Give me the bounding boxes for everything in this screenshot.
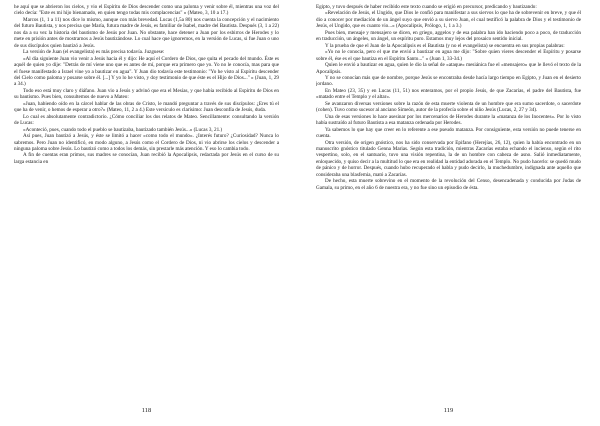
paragraph: «Al día siguiente Juan vio venir a Jesús hacia él y dijo: He aquí el Cordero de Dios, que quita el pecado del mundo. Éste es aquél de quien yo dije: "Detrás de mí viene uno que es antes de mí, porque era primero que yo. Yo no le conocía, mas para que el fuese manifestado a Israel vine yo a bautizar en agua". Y Juan dio todavía este testimonio: "Yo he visto al Espíritu descender del Cielo como paloma y posarse sobre él. [...] Y yo lo he visto, y doy testimonio de que éste es el Hijo de Dios..." » (Juan, 1, 29 a 34.) bbox=[14, 55, 279, 88]
paragraph: A fin de cuentas eran primos, sus madres se conocían, Juan recibió la Apocalipsis, redactada por Jesús en el curso de su larga estancia en bbox=[14, 152, 279, 165]
paragraph: Todo eso está muy claro y diáfano. Juan vio a Jesús y advinó que era el Mesías, y que había recibido al Espíritu de Dios en su bautismo. Pues bien, consultemos de nuevo a Mateo: bbox=[14, 87, 279, 101]
paragraph: Marcos (1, 1 a 11) nos dice lo mismo, aunque con más brevedad. Lucas (1,5a 80) nos cuenta la concepción y el nacimiento del futuro Bautista, y nos precisa que María, futura madre de Jesús, es familiar de Isabel, madre del Bautista. Después (3, 1 a 22) nos da a su vez la historia del bautismo de Jesús por Juan. No obstante, hace detener a Juan por los esbirros de Herodes y lo mete en prisión antes de mostrarnos a Jesús bautizándose. Lo cual hace que ignoremos, en la versión de Lucas, si fue Juan o uno de sus discípulos quien bautizó a Jesús. bbox=[14, 16, 279, 49]
paragraph: «Aconteció, pues, cuando todo el pueblo se bautizaba, bautizado también Jesús...» (Lucas 3, 21.) bbox=[23, 126, 223, 133]
paragraph: Una de esas versiones lo hace asesinar por los mercenarios de Herodes durante la «matanza de los Inocentes». Por lo visto había sustraído al futuro Bautista a esa matanza ordenada por Herodes. bbox=[316, 113, 581, 127]
paragraph: La versión de Juan (el evangelista) es más precisa todavía. Juzguese: bbox=[23, 49, 165, 56]
paragraph: Lo cual es absolutamente contradictorio. ¿Cómo conciliar los dos relatos de Mateo. Sencillamente: consultando la versión de Lucas: bbox=[14, 113, 279, 127]
paragraph: «Yo no le conocía, pero el que me envió a bautizar en agua me dijo: "Sobre quien vieres descender el Espíritu y posarse sobre él, ése es el que bautiza en el Espíritu Santo..." » (Juan 1, 33-34.) bbox=[316, 49, 581, 62]
paragraph: «Revelación de Jesús, el Ungido, que Dios le confió para manifestar a sus siervos lo que ha de sobrevenir en breve, y que él dio a conocer por mediación de un ángel suyo que envió a su siervo Juan, el cual testificó la palabra de Dios y el testimonio de Jesús, el Ungido, que es cuanto vio...» (Apocalipsis, Prólogo, 1, 1 a 3.) bbox=[316, 10, 581, 30]
right-page bbox=[316, 4, 581, 422]
right-page-text bbox=[316, 4, 581, 393]
paragraph: Pues bien, mensaje y mensajero se dicen, en griego, aggelos y de esa palabra han ido haciendo poco a poco, de traducción en traducción, un ángeles, un ángel, un espíritu puro. Estamos muy lejos del prosaico sentido inicial. bbox=[316, 29, 581, 43]
page-number: 119 bbox=[443, 407, 454, 414]
page-number: 118 bbox=[141, 407, 152, 414]
paragraph: En Mateo (23, 35) y en Lucas (11, 51) nos enteramos, por el propio Jesús, de que Zacarías, el padre del Bautista, fue «matado entre el Templo y el altar». bbox=[316, 87, 581, 101]
paragraph: Otra versión, de origen gnóstico, nos ha sido conservada por Epifano (Herejías, 26, 12), quien la había encontrado en un manuscrito gnóstico titulado Genna Marias. Según esta tradición, mientras Zacarías estaba echando el incienso, según el rito vespertino, solo, en el santuario, tuvo una visión repentina, la de un hombre con cabeza de asno. Salió inmediatamente, enloquecido, y quiso decir a la multitud lo que era en realidad la entidad adorada en el Templo. No pudo hacerlo: se quedó mudo de pánico y de horror. Después, cuando hubo recuperado el habla y pudo decirlo, la muchedumbre, indignada ante aquello que consideraba una blasfemia, mató a Zacarías. bbox=[316, 139, 581, 178]
left-page-text bbox=[14, 4, 279, 393]
paragraph: Así pues, Juan bautizó a Jesús, y éste se limitó a hacer «como todo el mundo». ¿Interés futuro? ¿Curiosidad? Nunca lo sabremos. Pero Juan no identificó, en modo alguno, a Jesús como el Cordero de Dios, ni vio abrirse los cielos y descender a ninguna paloma sobre Jesús. Lo bautizó como a todos los demás, sin prestarle más atención. Y eso lo cambia todo. bbox=[14, 133, 279, 152]
paragraph: «Juan, habiendo oído en la cárcel hablar de las obras de Cristo, le mandó preguntar a través de sus discípulos: ¿Eres tú el que ha de venir, o hemos de esperar a otro?» (Mateo, 11, 2 a 4.) Este versículo es clarísimo: Juan desconfía de Jesús, duda. bbox=[14, 100, 279, 114]
paragraph: Y no se conocían más que de nombre, porque Jesús se encontraba desde hacía largo tiempo en Egipto, y Juan en el desierto jordano. bbox=[316, 74, 581, 88]
paragraph: Ya sabemos lo que hay que creer en lo referente a ese pseudo matanza. Por consiguiente, esta versión no puede tenerse en cuenta. bbox=[316, 126, 581, 140]
paragraph: Se avanzaron diversas versiones sobre la razón de esta muerte violenta de un hombre que era sumo sacerdote, o sacerdote (cohen). Tuvo como sucesor al anciano Simeón, autor de la profecía sobre el niño Jesús (Lucas, 2, 27 y 34). bbox=[316, 100, 581, 114]
paragraph: Quien le envió a bautizar en agua, quien le dio la señal de «ataque» mesiánica fue el «mensajero» que le llevó el texto de la Apocalipsis. bbox=[316, 62, 581, 75]
paragraph: De hecho, esta muerte sobrevino en el momento de la revolución del Censo, desencadenada y conducida por Judas de Gamala, su primo, en el año 6 de nuestra era, y no fue sino un episodio de ésta. bbox=[316, 178, 581, 191]
paragraph: Y la prueba de que el Juan de la Apocalipsis es el Bautista (y no el evangelista) se encuentra en sus propias palabras: bbox=[325, 42, 565, 49]
paragraph: Egipto, y tuvo después de haber recibido este texto cuando se erigió en precursor, predicando y bautizando: bbox=[316, 4, 537, 10]
left-page bbox=[14, 4, 279, 422]
paragraph: he aquí que se abrieron los cielos, y vio el Espíritu de Dios descender como una paloma y venir sobre él, mientras una voz del cielo decía: "Este es mi hijo bienamado, en quien tengo todas mis complacencias" » (Mateo, 3, 10 a 17.) bbox=[14, 4, 279, 17]
